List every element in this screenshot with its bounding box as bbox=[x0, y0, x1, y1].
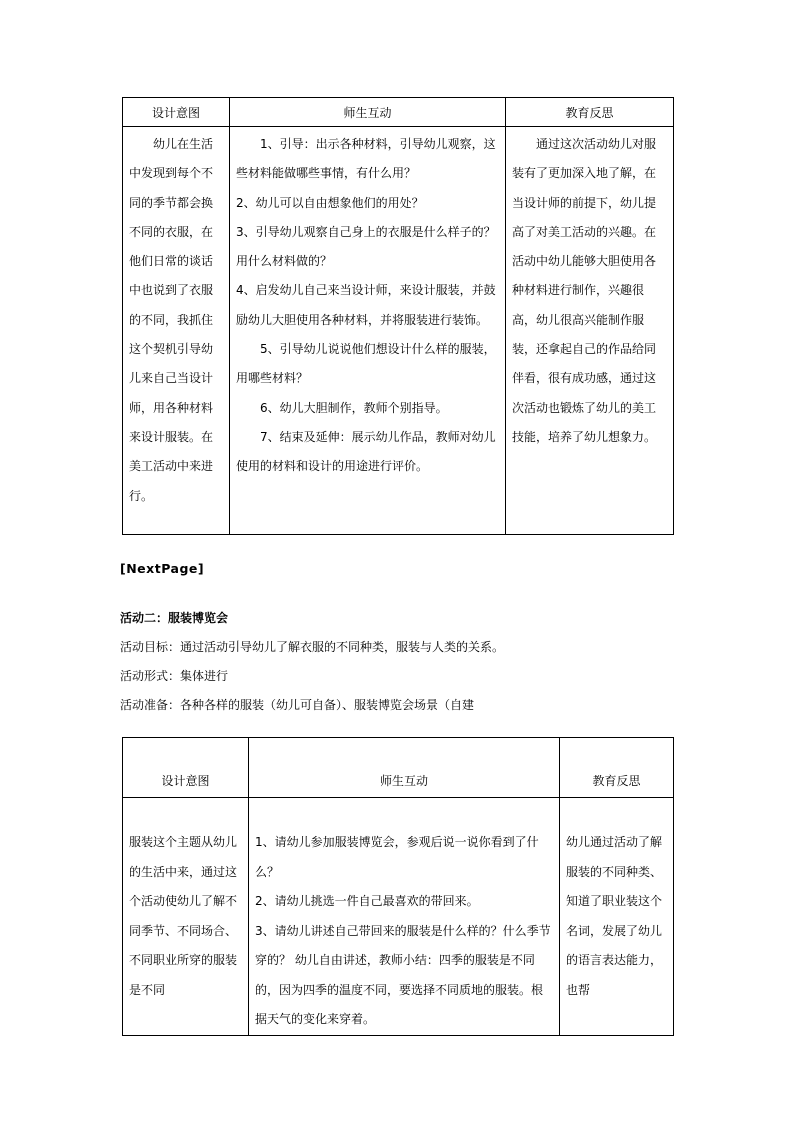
lesson-table-2 bbox=[122, 737, 674, 1036]
interaction-step: 2、请幼儿挑选一件自己最喜欢的带回来。 bbox=[255, 894, 479, 908]
interaction-step: 3、请幼儿讲述自己带回来的服装是什么样的？什么季节穿的？ 幼儿自由讲述，教师小结：四季的服装是不同的，因为四季的温度不同，要选择不同质地的服装。根据天气的变化来穿着。 bbox=[255, 923, 551, 1026]
header-design-intent: 设计意图 bbox=[123, 738, 249, 798]
design-intent-cell bbox=[123, 127, 230, 535]
reflection-text: 幼儿通过活动了解服装的不同种类、知道了职业装这个名词，发展了幼儿的语言表达能力，也帮 bbox=[566, 835, 663, 997]
next-page-marker: [NextPage] bbox=[120, 561, 205, 576]
interaction-step: 6、幼儿大胆制作，教师个别指导。 bbox=[260, 400, 448, 415]
interaction-step: 5、引导幼儿说说他们想设计什么样的服装，用哪些材料？ bbox=[236, 342, 496, 386]
reflection-cell bbox=[560, 798, 674, 1036]
interaction-step: 2、幼儿可以自由想象他们的用处？ bbox=[236, 195, 424, 210]
lesson-table-1 bbox=[122, 97, 674, 535]
design-intent-text: 幼儿在生活中发现到每个不同的季节都会换不同的衣服，在他们日常的谈话中也说到了衣服的不同，我抓住这个契机引导幼儿来自己当设计师，用各种材料来设计服装。在美工活动中来进行。 bbox=[129, 137, 214, 503]
interaction-cell bbox=[230, 127, 506, 535]
activity-form: 活动形式：集体进行 bbox=[120, 669, 229, 683]
interaction-step: 1、请幼儿参加服装博览会，参观后说一说你看到了什么？ bbox=[255, 835, 539, 879]
header-design-intent: 设计意图 bbox=[123, 98, 230, 127]
interaction-cell bbox=[249, 798, 560, 1036]
design-intent-text: 服装这个主题从幼儿的生活中来，通过这个活动使幼儿了解不同季节、不同场合、不同职业所穿的服装是不同 bbox=[129, 835, 238, 997]
interaction-step: 4、启发幼儿自己来当设计师，来设计服装，并鼓励幼儿大胆使用各种材料，并将服装进行装饰。 bbox=[236, 283, 496, 327]
reflection-cell bbox=[506, 127, 674, 535]
header-reflection: 教育反思 bbox=[560, 738, 674, 798]
reflection-text: 通过这次活动幼儿对服装有了更加深入地了解，在当设计师的前提下，幼儿提高了对美工活动的兴趣。在活动中幼儿能够大胆使用各种材料进行制作，兴趣很高，幼儿很高兴能制作服装，还拿起自己的作品给同伴看，很有成功感，通过这次活动也锻炼了幼儿的美工技能，培养了幼儿想象力。 bbox=[512, 137, 657, 444]
activity-goal: 活动目标：通过活动引导幼儿了解衣服的不同种类，服装与人类的关系。 bbox=[120, 640, 505, 654]
interaction-step: 1、引导：出示各种材料，引导幼儿观察，这些材料能做哪些事情，有什么用？ bbox=[236, 137, 496, 181]
header-reflection: 教育反思 bbox=[506, 98, 674, 127]
header-interaction: 师生互动 bbox=[249, 738, 560, 798]
activity-title: 活动二：服装博览会 bbox=[120, 611, 229, 625]
design-intent-cell bbox=[123, 798, 249, 1036]
interaction-step: 7、结束及延伸：展示幼儿作品，教师对幼儿使用的材料和设计的用途进行评价。 bbox=[236, 429, 496, 474]
activity-preparation: 活动准备：各种各样的服装（幼儿可自备）、服装博览会场景（自建 bbox=[120, 698, 475, 712]
header-interaction: 师生互动 bbox=[230, 98, 506, 127]
interaction-step: 3、引导幼儿观察自己身上的衣服是什么样子的？用什么材料做的？ bbox=[236, 224, 496, 269]
